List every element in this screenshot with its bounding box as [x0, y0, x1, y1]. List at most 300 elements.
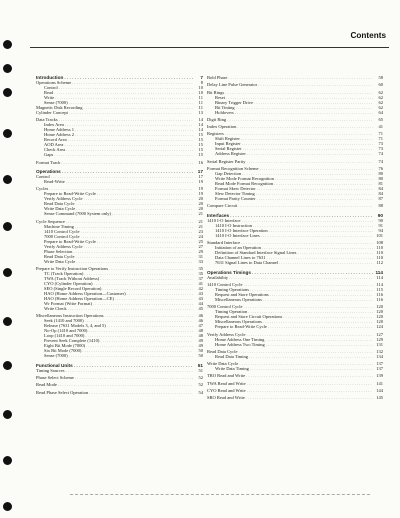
toc-entry-label: Standard Interface	[207, 240, 241, 246]
toc-entry-page: 8	[200, 80, 203, 85]
toc-entry-page: 17	[198, 174, 203, 180]
toc-entry-page: 84	[378, 191, 383, 197]
toc-entry-label: Verify Address Cycle	[44, 196, 83, 202]
toc-entry-page: 124	[376, 324, 383, 330]
toc-leader-dots	[69, 110, 193, 115]
toc-entry-label: Read Data Cycle	[207, 348, 238, 354]
toc-entry-page: 15	[198, 137, 203, 143]
toc-entry-label: Control	[36, 174, 50, 180]
toc-entry-label: Operations Scheme	[36, 80, 72, 85]
toc-entry-page: 120	[376, 319, 383, 325]
toc-entry-label: Index Operation	[207, 124, 237, 130]
toc-entry	[36, 259, 203, 264]
toc-leader-dots	[257, 196, 374, 201]
toc-entry-page: 62	[378, 99, 383, 105]
toc-entry-label: TWA (Track Without Address)	[44, 275, 100, 281]
toc-entry-label: Timing Operation	[215, 309, 248, 315]
toc-entry-label: Write Data Cycle	[207, 361, 239, 367]
toc-entry	[207, 203, 383, 208]
toc-leader-dots	[246, 395, 373, 400]
toc-leader-dots	[54, 152, 193, 157]
binder-hole-icon	[3, 222, 12, 231]
toc-entry	[207, 381, 383, 386]
toc-entry-label: Sense Command (7000 System only)	[44, 211, 111, 217]
toc-entry-page: 54	[198, 389, 203, 395]
toc-entry-label: Definition of Standard Interface Signal Lines	[215, 250, 297, 256]
toc-entry-label: Serial Register	[215, 146, 242, 152]
toc-entry-label: No-Op (1410 and 7000)	[44, 328, 88, 334]
toc-entry-page: 10	[198, 85, 203, 90]
toc-entry-label: Write Data Cycle	[44, 206, 76, 212]
toc-entry-page: 35	[198, 265, 203, 271]
toc-leader-dots	[258, 82, 373, 87]
toc-leader-dots	[247, 381, 373, 386]
toc-entry-label: Input Register	[215, 141, 241, 147]
toc-entry-label: Operations Timings	[207, 269, 251, 275]
toc-entry-label: Timing Sources	[36, 367, 65, 373]
toc-entry-page: 43	[198, 295, 203, 301]
toc-entry-label: SEO (Single Record Operation)	[44, 285, 102, 291]
toc-entry	[36, 390, 203, 395]
toc-entry-page: 73	[378, 146, 383, 152]
toc-entry-page: 139	[376, 373, 383, 379]
toc-entry	[207, 260, 383, 265]
toc-entry	[207, 388, 383, 393]
toc-entry-label: Wr Format (Write Format)	[44, 300, 92, 306]
toc-entry-page: 14	[198, 117, 203, 123]
toc-entry-page: 20	[198, 206, 203, 212]
toc-leader-dots	[263, 297, 373, 302]
toc-leader-dots	[261, 233, 373, 238]
toc-entry-label: Read Data Cycle	[44, 253, 75, 259]
toc-entry	[36, 382, 203, 387]
toc-entry-page: 71	[378, 131, 383, 137]
binder-hole-icon	[3, 40, 12, 49]
toc-entry	[207, 117, 383, 122]
binder-hole-icon	[3, 129, 12, 138]
toc-entry-page: 20	[198, 196, 203, 202]
toc-entry	[207, 196, 383, 201]
toc-entry-page: 73	[378, 141, 383, 147]
toc-entry-label: Cycle Sequence	[36, 218, 65, 224]
toc-entry	[36, 211, 203, 216]
toc-entry-label: Release (7631 Models 3, 4, and 5)	[44, 323, 106, 329]
toc-entry-page: 20	[198, 201, 203, 207]
toc-entry-label: Prepare to Read-Write Cycle	[44, 191, 96, 197]
header-rule	[30, 47, 389, 48]
toc-entry-page: 80	[378, 171, 383, 177]
toc-entry-page: 115	[376, 286, 383, 292]
toc-entry-page: 80	[378, 176, 383, 182]
toc-entry-label: Cylinder Concept	[36, 110, 68, 115]
toc-entry-page: 114	[376, 281, 383, 287]
toc-entry-page: 90	[378, 217, 383, 223]
toc-leader-dots	[58, 382, 193, 387]
toc-entry	[207, 342, 383, 347]
toc-entry-label: Data Tracks	[36, 117, 58, 123]
toc-entry-page: 50	[198, 348, 203, 354]
toc-entry-page: 65	[378, 116, 383, 122]
toc-entry-label: Read Phase Select Operation	[36, 389, 89, 395]
toc-entry-label: Home Address 2	[44, 132, 74, 138]
toc-entry-label: Read Data Cycle	[44, 201, 75, 207]
toc-entry-label: HAO (Home Address Operation—CE)	[44, 295, 114, 301]
toc-entry-page: 15	[198, 132, 203, 138]
toc-entry	[36, 152, 203, 157]
toc-entry-label: Bit Tinting	[215, 104, 235, 110]
toc-entry-page: 42	[198, 285, 203, 291]
toc-leader-dots	[235, 110, 373, 115]
toc-leader-dots	[249, 354, 373, 359]
toc-entry-label: Sense (7000)	[44, 353, 68, 359]
toc-entry-page: 7	[200, 75, 203, 80]
toc-leader-dots	[279, 260, 373, 265]
toc-entry-label: Home Address 1	[44, 127, 74, 133]
toc-entry-page: 81	[378, 181, 383, 187]
toc-entry-page: 76	[378, 166, 383, 172]
toc-entry-page: 127	[376, 331, 383, 337]
toc-leader-dots	[266, 342, 373, 347]
toc-entry-page: 84	[378, 186, 383, 192]
toc-entry-page: 132	[376, 348, 383, 354]
toc-entry	[207, 151, 383, 156]
toc-entry-label: Availability	[207, 274, 229, 280]
toc-entry-label: Interfaces	[207, 212, 230, 218]
toc-entry-page: 134	[376, 353, 383, 359]
toc-entry-label: Seek (1410 and 7000)	[44, 318, 84, 324]
toc-entry-page: 94	[378, 227, 383, 233]
toc-entry	[207, 82, 383, 87]
toc-entry-page: 101	[376, 232, 383, 238]
toc-entry-page: 27	[198, 243, 203, 249]
toc-entry-page: 120	[376, 304, 383, 310]
toc-leader-dots	[229, 275, 373, 280]
toc-entry-page: 11	[198, 100, 203, 105]
toc-entry-label: Gaps	[44, 152, 54, 158]
toc-entry-label: Timing Operations	[215, 286, 249, 292]
toc-entry-page: 62	[378, 89, 383, 95]
toc-leader-dots	[268, 324, 373, 329]
toc-entry-label: Read Data Timing	[215, 353, 249, 359]
toc-entry-page: 91	[378, 222, 383, 228]
toc-entry-page: 21	[198, 218, 203, 224]
toc-entry-label: Binary Trigger Drive	[215, 99, 253, 105]
toc-entry-page: 15	[198, 142, 203, 148]
toc-entry-label: Introduction	[36, 75, 64, 80]
toc-entry-label: 1410 I-O Interface Lines	[215, 232, 260, 238]
toc-entry-label: Magnetic Disk Recording	[36, 105, 83, 110]
toc-leader-dots	[238, 203, 373, 208]
toc-entry-page: 120	[376, 314, 383, 320]
toc-entry-label: 1410 I-O Interface Operation	[215, 227, 268, 233]
toc-entry-label: Miscellaneous Instruction Operations	[36, 313, 104, 319]
toc-entry-page: 47	[198, 323, 203, 329]
toc-entry-page: 13	[198, 110, 203, 115]
toc-entry-page: 45	[198, 305, 203, 311]
toc-entry-label: Miscellaneous Operations	[215, 319, 262, 325]
toc-entry-page: 31	[198, 253, 203, 259]
binder-hole-icon	[3, 268, 12, 277]
toc-entry-label: Record Area	[44, 137, 67, 143]
toc-entry-label: Read	[44, 90, 54, 95]
toc-entry	[207, 110, 383, 115]
toc-entry-page: 33	[198, 258, 203, 264]
toc-entry-page: 51	[198, 367, 203, 373]
toc-entry	[36, 306, 203, 311]
toc-entry-label: Holdovers	[215, 109, 234, 115]
toc-entry-page: 37	[198, 275, 203, 281]
toc-entry-label: Write Mode Format Recognition	[215, 176, 274, 182]
toc-entry-page: 137	[376, 361, 383, 367]
toc-leader-dots	[69, 353, 193, 358]
toc-entry-label: Gap Detection	[215, 171, 242, 177]
toc-entry-page: 87	[378, 196, 383, 202]
toc-entry-label: Format Recognition Scheme	[207, 166, 259, 172]
toc-entry-page: 46	[198, 318, 203, 324]
toc-entry	[36, 179, 203, 184]
toc-entry-label: Machine Timing	[44, 223, 74, 229]
toc-entry-label: Phase Select Scheme	[36, 375, 74, 381]
toc-entry	[207, 324, 383, 329]
toc-entry-label: Read Mode Format Recognition	[215, 181, 274, 187]
toc-entry-label: 7631 Signal Lines to Data Channel	[215, 260, 279, 266]
toc-entry-page: 17	[197, 169, 203, 175]
page-title: Contents	[350, 31, 386, 40]
toc-entry-label: Bit Rings	[207, 89, 225, 95]
toc-entry	[207, 297, 383, 302]
toc-entry-page: 116	[376, 296, 383, 302]
toc-entry-page: 15	[198, 152, 203, 158]
toc-entry-label: Index Area	[44, 122, 64, 128]
toc-entry-label: Verify Address Cycle	[207, 331, 246, 337]
toc-entry-page: 50	[198, 353, 203, 359]
toc-entry-page: 21	[198, 223, 203, 229]
toc-entry-page: 35	[198, 270, 203, 276]
toc-leader-dots	[247, 388, 373, 393]
toc-entry-page: 114	[376, 274, 383, 280]
toc-entry-page: 74	[378, 151, 383, 157]
toc-entry-page: 88	[378, 203, 383, 209]
page-footer	[0, 482, 400, 518]
toc-entry-page: 62	[378, 104, 383, 110]
toc-entry-label: Prepare to Read-Write Cycle	[215, 324, 267, 330]
toc-entry-page: 145	[376, 395, 383, 401]
toc-entry-page: 19	[198, 191, 203, 197]
toc-entry-label: Write Data Timing	[215, 366, 249, 372]
toc-entry-page: 19	[198, 179, 203, 185]
toc-leader-dots	[75, 375, 193, 380]
toc-entry-page: 90	[377, 212, 383, 218]
toc-entry-label: Loop (1410 and 7000)	[44, 333, 85, 339]
toc-entry-page: 58	[378, 75, 383, 80]
toc-entry-label: 1410 I-O Instruction	[215, 222, 252, 228]
toc-entry-page: 62	[378, 94, 383, 100]
toc-entry-label: Shift Register	[215, 136, 240, 142]
toc-entry-label: Miscellaneous Operations	[215, 296, 262, 302]
toc-entry-label: Six Bit Mode (7000)	[44, 348, 82, 354]
toc-entry-label: 1410 Control Cycle	[44, 228, 80, 234]
toc-leader-dots	[61, 160, 193, 165]
toc-entry-page: 74	[378, 158, 383, 164]
toc-leader-dots	[89, 390, 193, 395]
toc-entry-label: Delay Line Pulse Generator	[207, 82, 258, 88]
toc-entry-label: Write Data Cycle	[44, 258, 76, 264]
toc-entry	[207, 395, 383, 400]
toc-entry	[207, 124, 383, 129]
toc-entry-label: TWA Read and Write	[207, 380, 246, 386]
toc-entry-label: Registers	[207, 131, 224, 137]
toc-entry-label: Bold Phase	[207, 75, 228, 80]
toc-entry-label: CYO Read and Write	[207, 388, 246, 394]
toc-entry-page: 49	[198, 338, 203, 344]
toc-entry-label: Request and Store Circuit Operations	[215, 314, 283, 320]
toc-entry-label: Format Parity Counter	[215, 196, 256, 202]
toc-entry-label: Verify Address Cycle	[44, 243, 83, 249]
toc-entry-label: Prepare to Read-Write Cycle	[44, 238, 96, 244]
toc-entry-page: 16	[198, 159, 203, 165]
toc-leader-dots	[237, 124, 373, 129]
toc-entry-label: Read-Write	[44, 179, 65, 185]
toc-entry	[207, 354, 383, 359]
toc-entry-page: 110	[376, 250, 383, 256]
toc-entry-label: Functional Units	[36, 362, 73, 368]
toc-entry-page: 21	[198, 211, 203, 217]
toc-entry-label: Reset	[215, 94, 225, 100]
footer-rule	[70, 494, 370, 495]
toc-entry-label: Digit Ring	[207, 116, 227, 122]
toc-entry	[207, 233, 383, 238]
toc-entry-page: 41	[198, 280, 203, 286]
toc-entry-label: Home Address One Timing	[215, 336, 265, 342]
toc-entry-page: 129	[376, 336, 383, 342]
toc-entry-label: Compare Circuit	[207, 203, 238, 209]
toc-entry-page: 14	[198, 122, 203, 128]
binder-hole-icon	[3, 361, 12, 370]
toc-leader-dots	[66, 179, 193, 184]
toc-entry-label: SRO Read and Write	[207, 395, 245, 401]
toc-entry-page: 112	[376, 260, 383, 266]
toc-entry-page: 24	[198, 233, 203, 239]
toc-entry-page: 46	[198, 313, 203, 319]
toc-leader-dots	[228, 75, 373, 80]
toc-entry-page: 131	[376, 341, 383, 347]
toc-entry-label: AOD Area	[44, 142, 64, 148]
toc-leader-dots	[246, 373, 373, 378]
toc-entry-page: 11	[198, 95, 203, 100]
toc-entry-page: 48	[198, 328, 203, 334]
toc-entry-label: TRO Read and Write	[207, 373, 246, 379]
binder-hole-icon	[3, 88, 12, 97]
toc-entry-page: 41	[378, 124, 383, 130]
toc-leader-dots	[65, 368, 193, 373]
toc-entry	[36, 368, 203, 373]
toc-entry-page: 71	[378, 136, 383, 142]
toc-entry-label: 1410 I-O Interface	[207, 217, 241, 223]
binder-hole-icon	[3, 64, 12, 73]
toc-entry-label: Format Skew Detector	[215, 186, 256, 192]
toc-entry-label: Address Register	[215, 151, 246, 157]
toc-entry-label: Check Area	[44, 147, 66, 153]
toc-entry-page: 19	[198, 186, 203, 192]
toc-entry-label: TC (Track Operation)	[44, 270, 84, 276]
toc-entry-page: 110	[376, 245, 383, 251]
toc-entry-page: 120	[376, 309, 383, 315]
toc-entry-page: 43	[198, 290, 203, 296]
toc-entry-label: Prevent Seek Complete (1410)	[44, 338, 100, 344]
toc-entry-label: 1410 Control Cycle	[207, 281, 243, 287]
toc-entry-label: Sense (7000)	[44, 100, 68, 105]
toc-leader-dots	[247, 151, 373, 156]
toc-entry-page: 116	[376, 291, 383, 297]
toc-entry-label: Write	[44, 95, 55, 100]
toc-entry-label: Eight Bit Mode (7000)	[44, 343, 86, 349]
toc-entry-label: HAO (Home Address Operation—Customer)	[44, 290, 126, 296]
toc-entry-label: Cycles	[36, 186, 49, 192]
toc-right-column	[207, 75, 383, 400]
toc-entry	[207, 75, 383, 80]
toc-entry-page: 51	[197, 362, 203, 368]
toc-entry-label: Control	[44, 85, 58, 90]
toc-entry-page: 114	[375, 269, 383, 275]
toc-entry	[36, 375, 203, 380]
toc-entry-page: 49	[198, 343, 203, 349]
toc-entry-page: 52	[198, 375, 203, 381]
binder-hole-icon	[3, 175, 12, 184]
toc-entry-page: 108	[376, 240, 383, 246]
toc-entry-page: 52	[198, 382, 203, 388]
toc-entry-page: 14	[198, 127, 203, 133]
toc-entry	[207, 159, 383, 164]
toc-entry-page: 144	[376, 388, 383, 394]
toc-entry-label: Phase Selection	[44, 248, 73, 254]
toc-entry-label: Write Check	[44, 305, 67, 311]
toc-entry-page: 23	[198, 228, 203, 234]
toc-leader-dots	[76, 259, 193, 264]
toc-entry-label: Prepare to Verify Instruction Operations	[36, 265, 109, 271]
toc-entry-page: 141	[376, 380, 383, 386]
toc-entry	[36, 353, 203, 358]
binder-hole-icon	[3, 410, 12, 419]
binder-holes	[0, 0, 20, 518]
toc-entry-label: 7000 Control Cycle	[207, 304, 243, 310]
toc-entry-page: 64	[378, 109, 383, 115]
toc-entry-label: Read Mode	[36, 382, 57, 388]
toc-leader-dots	[112, 211, 193, 216]
toc-entry-label: CYO (Cylinder Operation)	[44, 280, 93, 286]
toc-entry	[207, 275, 383, 280]
toc-entry-label: 7000 Control Cycle	[44, 233, 80, 239]
toc-leader-dots	[227, 117, 373, 122]
toc-entry-page: 15	[198, 147, 203, 153]
toc-leader-dots	[247, 159, 374, 164]
binder-hole-icon	[3, 317, 12, 326]
toc-leader-dots	[250, 366, 373, 371]
toc-entry	[207, 373, 383, 378]
toc-entry-page: 48	[198, 333, 203, 339]
toc-entry-label: Home Address Two Timing	[215, 341, 265, 347]
toc-entry-label: Request and Store Operations	[215, 291, 269, 297]
toc-entry	[36, 160, 203, 165]
toc-entry	[207, 366, 383, 371]
toc-entry-page: 11	[198, 105, 203, 110]
toc-entry-page: 110	[376, 255, 383, 261]
toc-entry-page: 60	[378, 82, 383, 88]
toc-entry-label: Serial Register Parity	[207, 158, 246, 164]
toc-entry-page: 10	[198, 90, 203, 95]
binder-hole-icon	[3, 456, 12, 465]
toc-entry-label: Slew Detector Timing	[215, 191, 255, 197]
toc-leader-dots	[68, 306, 193, 311]
